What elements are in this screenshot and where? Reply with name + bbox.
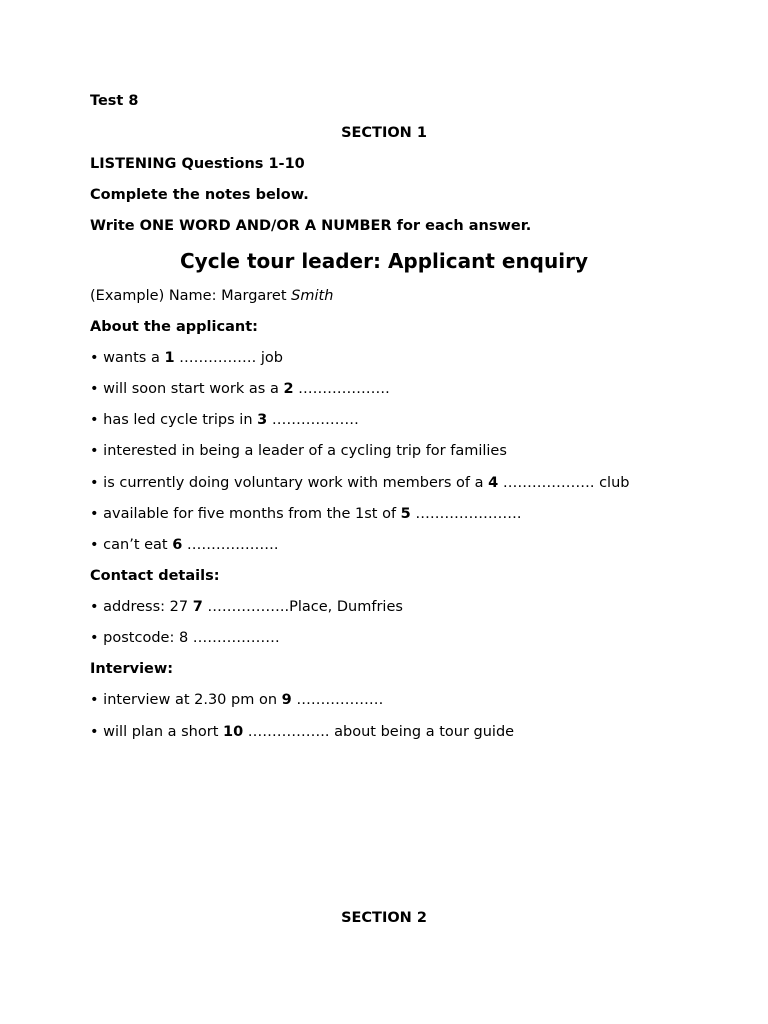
test-label: Test 8	[90, 93, 139, 109]
instruction-complete: Complete the notes below.	[90, 187, 309, 203]
item-text: • has led cycle trips in	[90, 412, 258, 428]
question-number: 6	[172, 537, 183, 553]
item-blank: ………………	[267, 412, 359, 428]
item-text: • is currently doing voluntary work with members of a	[90, 475, 489, 491]
contact-heading: Contact details:	[90, 568, 220, 584]
question-number: 7	[192, 599, 203, 615]
question-number: 2	[283, 381, 294, 397]
item-text: • will plan a short	[90, 724, 223, 740]
question-number: 3	[257, 412, 268, 428]
interview-item	[90, 723, 690, 741]
question-number: 5	[400, 506, 411, 522]
about-item	[90, 380, 690, 398]
interview-heading: Interview:	[90, 661, 174, 677]
interview-item	[90, 691, 690, 709]
item-blank: …………….. about being a tour guide	[243, 724, 515, 740]
item-text: • interested in being a leader of a cycling trip for families	[90, 443, 507, 459]
item-blank: ……………….	[182, 537, 279, 553]
about-item	[90, 442, 690, 460]
item-blank: ……………..Place, Dumfries	[202, 599, 403, 615]
question-number: 9	[281, 692, 292, 708]
about-item	[90, 505, 690, 523]
listening-heading: LISTENING Questions 1-10	[90, 156, 305, 172]
instruction-word-limit: Write ONE WORD AND/OR A NUMBER for each answer.	[90, 218, 532, 234]
item-blank: ………………….	[410, 506, 522, 522]
about-item	[90, 349, 690, 367]
about-heading: About the applicant:	[90, 319, 258, 335]
section-1-heading: SECTION 1	[341, 125, 427, 141]
question-number: 1	[164, 350, 175, 366]
item-text: • postcode: 8 ………………	[90, 630, 280, 646]
item-blank: ………………. club	[498, 475, 630, 491]
question-number: 10	[223, 724, 244, 740]
item-blank: ………………	[291, 692, 384, 708]
item-blank: ……………….	[293, 381, 390, 397]
example-answer: Smith	[291, 288, 334, 304]
notes-title: Cycle tour leader: Applicant enquiry	[180, 249, 588, 273]
item-text: • can’t eat	[90, 537, 173, 553]
item-text: • available for five months from the 1st of	[90, 506, 401, 522]
example-line	[90, 287, 690, 305]
example-prefix: (Example) Name: Margaret	[90, 288, 292, 304]
item-text: • interview at 2.30 pm on	[90, 692, 282, 708]
about-item	[90, 474, 690, 492]
contact-item	[90, 598, 690, 616]
item-text: • will soon start work as a	[90, 381, 284, 397]
item-text: • wants a	[90, 350, 165, 366]
about-item	[90, 411, 690, 429]
about-item	[90, 536, 690, 554]
question-number: 4	[488, 475, 499, 491]
contact-item	[90, 629, 690, 647]
item-blank: ……………. job	[174, 350, 283, 366]
section-2-heading: SECTION 2	[341, 910, 427, 926]
item-text: • address: 27	[90, 599, 193, 615]
